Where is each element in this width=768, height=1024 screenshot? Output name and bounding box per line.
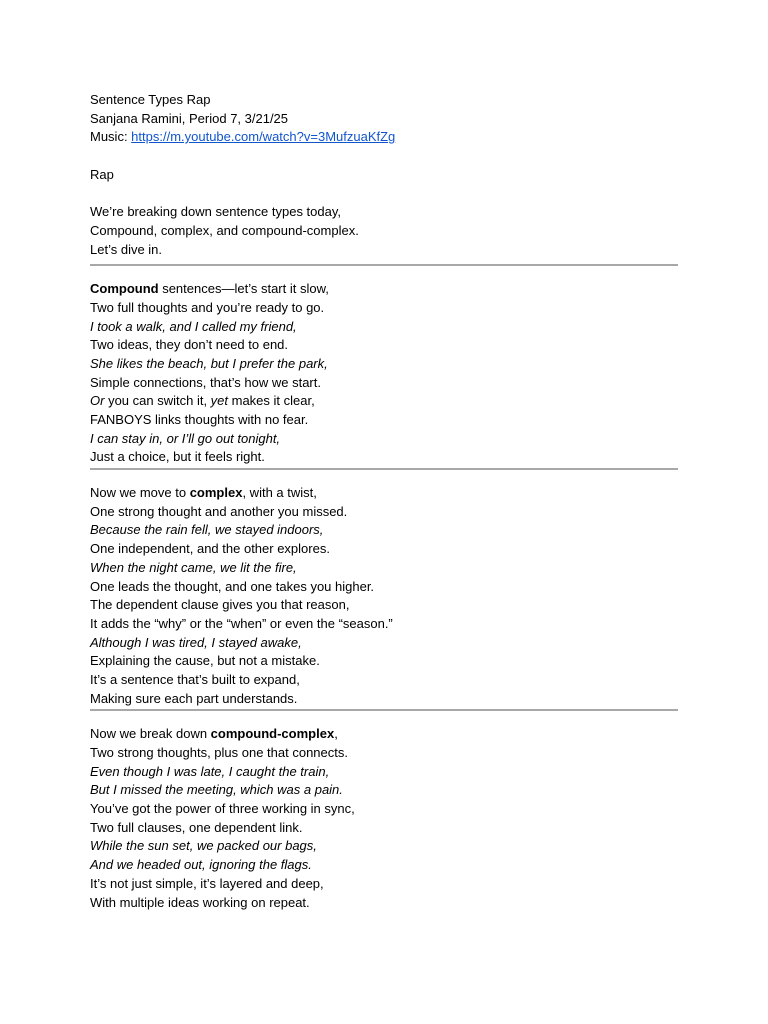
cc-line-1-pre: Now we break down: [90, 726, 211, 742]
complex-line-7: The dependent clause gives you that reason,: [90, 597, 350, 613]
spacer: [90, 470, 678, 484]
or-word: Or: [90, 393, 105, 409]
compound-line-8: FANBOYS links thoughts with no fear.: [90, 412, 309, 427]
cc-line-2: Two strong thoughts, plus one that connects.: [90, 745, 348, 760]
complex-line-11: It’s a sentence that’s built to expand,: [90, 671, 300, 687]
cc-example-1: Even though I was late, I caught the train,: [90, 763, 330, 779]
music-link[interactable]: https://m.youtube.com/watch?v=3MufzuaKfZg: [131, 129, 396, 145]
intro-line-2: Compound, complex, and compound-complex.: [90, 222, 359, 238]
yet-word: yet: [210, 393, 229, 409]
document-page: [90, 91, 678, 912]
intro-line-3: Let’s dive in.: [90, 241, 163, 257]
music-line: [90, 128, 678, 147]
cc-line-9: It’s not just simple, it’s layered and deep,: [90, 875, 324, 891]
complex-line-8: It adds the “why” or the “when” or even the “season.”: [90, 615, 393, 631]
complex-line-2: One strong thought and another you missed.: [90, 503, 348, 519]
rap-heading: Rap: [90, 166, 114, 182]
compound-keyword: Compound: [90, 281, 159, 297]
compound-line-7-end: makes it clear,: [228, 393, 315, 409]
spacer: [90, 266, 678, 280]
cc-line-1-post: ,: [334, 726, 338, 742]
compound-line-6: Simple connections, that’s how we start.: [90, 374, 321, 390]
cc-line-10: With multiple ideas working on repeat.: [90, 894, 310, 910]
compound-example-3: I can stay in, or I’ll go out tonight,: [90, 430, 281, 446]
compound-line-1-text: sentences—let’s start it slow,: [158, 281, 329, 297]
compound-example-2: She likes the beach, but I prefer the park,: [90, 355, 328, 371]
compound-line-1: [90, 280, 678, 299]
compound-line-4: Two ideas, they don’t need to end.: [90, 337, 289, 353]
cc-example-2: But I missed the meeting, which was a pain.: [90, 782, 343, 798]
complex-example-1: Because the rain fell, we stayed indoors,: [90, 522, 324, 538]
complex-line-4: One independent, and the other explores.: [90, 541, 330, 557]
complex-keyword: complex: [189, 485, 243, 501]
compound-line-2: Two full thoughts and you’re ready to go.: [90, 299, 325, 315]
author-line: Sanjana Ramini, Period 7, 3/21/25: [90, 110, 289, 126]
doc-title: Sentence Types Rap: [90, 92, 211, 107]
cc-example-4: And we headed out, ignoring the flags.: [90, 857, 312, 873]
cc-line-1: [90, 725, 678, 744]
cc-example-3: While the sun set, we packed our bags,: [90, 838, 317, 854]
compound-line-10: Just a choice, but it feels right.: [90, 449, 265, 465]
cc-keyword: compound-complex: [210, 726, 335, 742]
complex-line-12: Making sure each part understands.: [90, 690, 298, 706]
complex-example-3: Although I was tired, I stayed awake,: [90, 634, 302, 650]
cc-line-5: You’ve got the power of three working in sync,: [90, 801, 355, 817]
compound-line-7-mid: you can switch it,: [104, 393, 211, 409]
complex-line-1-post: , with a twist,: [242, 485, 317, 501]
music-label: Music:: [90, 129, 132, 145]
complex-example-2: When the night came, we lit the fire,: [90, 559, 297, 575]
complex-line-10: Explaining the cause, but not a mistake.: [90, 653, 320, 669]
complex-line-6: One leads the thought, and one takes you higher.: [90, 578, 375, 594]
complex-line-1-pre: Now we move to: [90, 485, 190, 501]
complex-line-1: [90, 484, 678, 503]
compound-line-7: [90, 392, 678, 411]
intro-line-1: We’re breaking down sentence types today,: [90, 204, 341, 220]
cc-line-6: Two full clauses, one dependent link.: [90, 819, 303, 835]
spacer: [90, 147, 678, 166]
spacer: [90, 711, 678, 725]
spacer: [90, 184, 678, 203]
compound-example-1: I took a walk, and I called my friend,: [90, 318, 297, 334]
